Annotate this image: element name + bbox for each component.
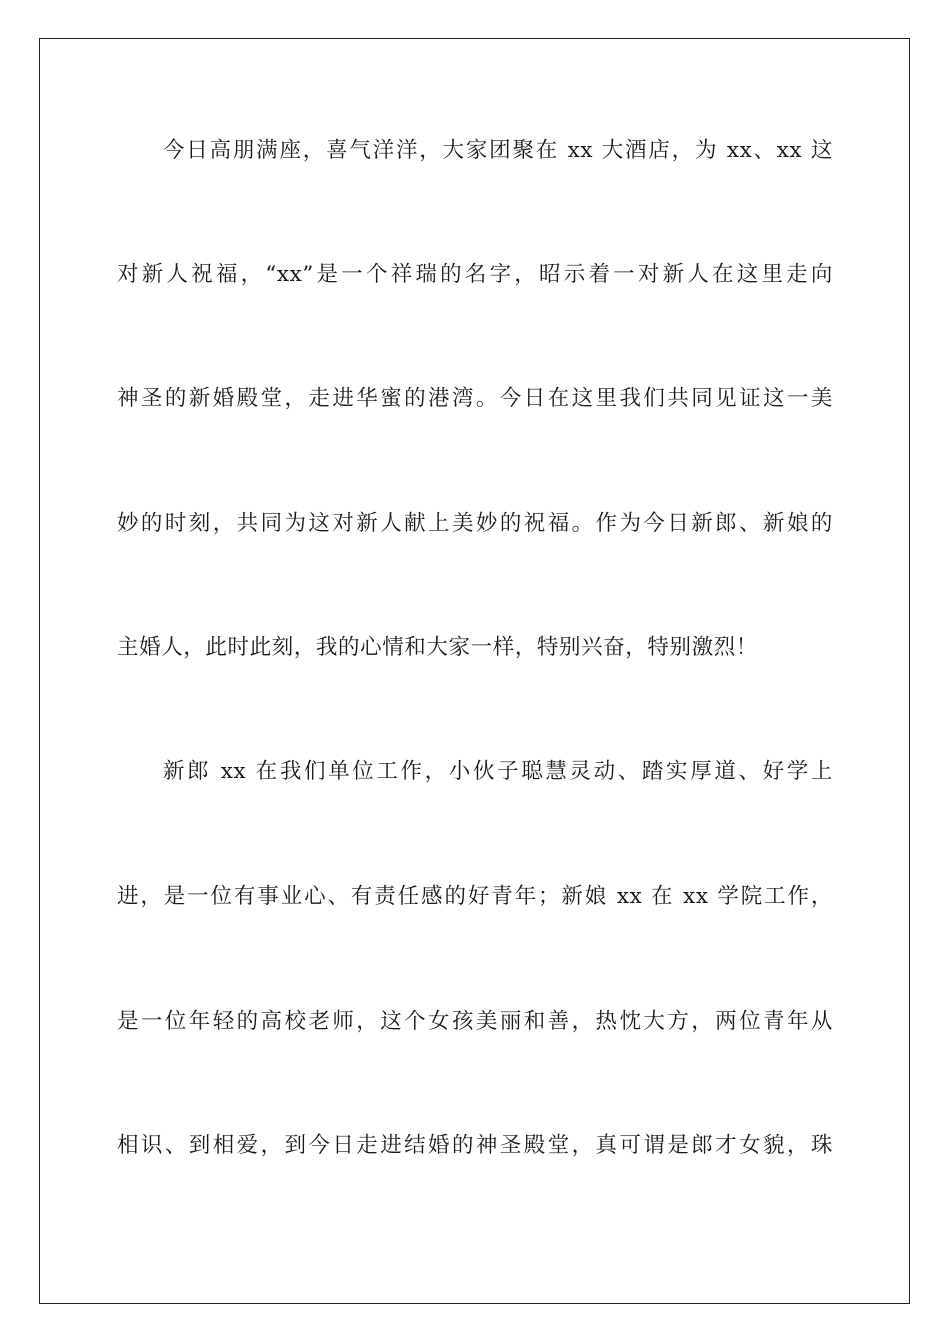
- page-border: [39, 38, 910, 1304]
- paragraph-2-line-3: 是一位年轻的高校老师，这个女孩美丽和善，热忱大方，两位青年从: [117, 1009, 833, 1034]
- paragraph-2-line-4: 相识、到相爱，到今日走进结婚的神圣殿堂，真可谓是郎才女貌，珠: [117, 1133, 833, 1158]
- paragraph-2-line-2: 进，是一位有事业心、有责任感的好青年；新娘 xx 在 xx 学院工作，: [117, 884, 833, 909]
- paragraph-1-line-4: 妙的时刻，共同为这对新人献上美妙的祝福。作为今日新郎、新娘的: [117, 511, 833, 536]
- paragraph-1-line-1: 今日高朋满座，喜气洋洋，大家团聚在 xx 大酒店，为 xx、xx 这: [163, 138, 833, 163]
- paragraph-1-line-3: 神圣的新婚殿堂，走进华蜜的港湾。今日在这里我们共同见证这一美: [117, 386, 833, 411]
- paragraph-1-line-5: 主婚人，此时此刻，我的心情和大家一样，特别兴奋，特别激烈！: [117, 635, 758, 660]
- paragraph-2-line-1: 新郎 xx 在我们单位工作，小伙子聪慧灵动、踏实厚道、好学上: [163, 759, 833, 784]
- paragraph-1-line-2: 对新人祝福，“xx”是一个祥瑞的名字，昭示着一对新人在这里走向: [117, 262, 833, 287]
